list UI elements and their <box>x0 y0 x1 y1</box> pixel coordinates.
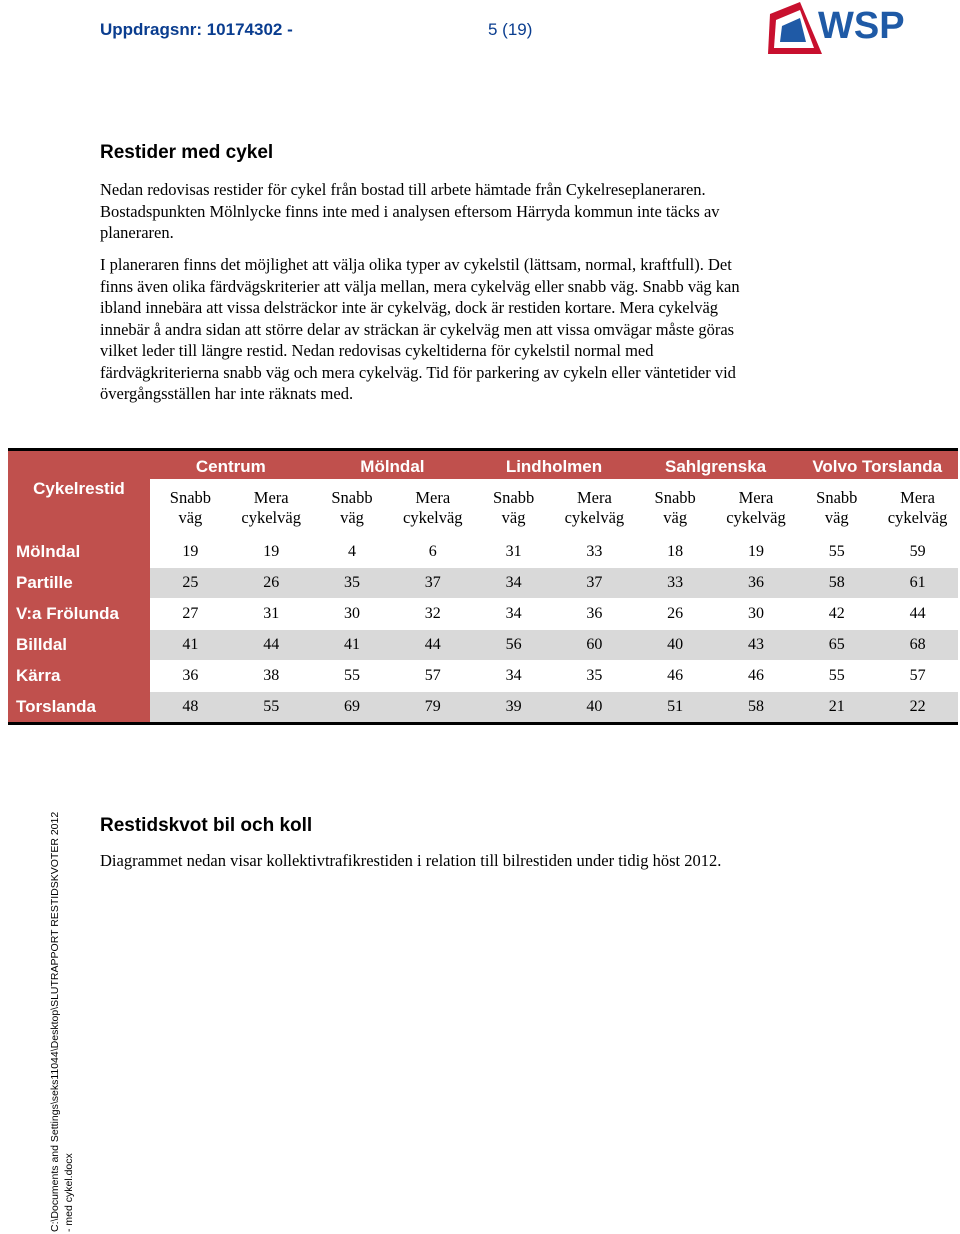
table-cell: 44 <box>231 630 312 661</box>
table-cell: 30 <box>312 599 393 630</box>
table-cell: 60 <box>554 630 635 661</box>
table-cell: 36 <box>716 568 797 599</box>
table-cell: 34 <box>473 661 554 692</box>
table-cell: 26 <box>635 599 716 630</box>
table-corner-label: Cykelrestid <box>8 450 150 538</box>
sub-header-cell <box>312 479 393 537</box>
sub-header-line: Mera <box>738 488 774 507</box>
dest-header: Lindholmen <box>473 450 635 480</box>
table-cell: 19 <box>150 537 231 568</box>
table-cell: 35 <box>312 568 393 599</box>
sub-header-line: Mera <box>900 488 935 507</box>
table-row <box>8 599 958 630</box>
table-cell: 36 <box>150 661 231 692</box>
table-cell: 25 <box>150 568 231 599</box>
sub-header-line: cykelväg <box>241 508 301 527</box>
table-cell: 65 <box>796 630 877 661</box>
sub-header-line: Snabb <box>492 488 535 507</box>
table-cell: 40 <box>635 630 716 661</box>
sub-header-line: cykelväg <box>887 508 948 527</box>
table-cell: 38 <box>231 661 312 692</box>
table-cell: 61 <box>877 568 958 599</box>
cykelrestid-table <box>8 448 958 725</box>
sub-header-cell <box>473 479 554 537</box>
dest-header: Mölndal <box>312 450 474 480</box>
table-row <box>8 568 958 599</box>
row-label: Partille <box>8 568 150 599</box>
table-cell: 36 <box>554 599 635 630</box>
sub-header-line: Mera <box>415 488 451 507</box>
table-cell: 51 <box>635 692 716 724</box>
sub-header-line: Mera <box>253 488 289 507</box>
table-cell: 58 <box>716 692 797 724</box>
sub-header-line: Snabb <box>654 488 696 507</box>
table-cell: 55 <box>796 537 877 568</box>
table-cell: 26 <box>231 568 312 599</box>
section-title-cykel: Restider med cykel <box>100 142 274 163</box>
sub-header-line: väg <box>340 508 364 527</box>
row-label: Mölndal <box>8 537 150 568</box>
table-row <box>8 537 958 568</box>
table-cell: 41 <box>312 630 393 661</box>
sub-header-line: Mera <box>576 488 612 507</box>
project-number: Uppdragsnr: 10174302 - <box>100 20 293 39</box>
table-cell: 48 <box>150 692 231 724</box>
sub-header-line: väg <box>501 508 526 527</box>
sub-header-line: Snabb <box>169 488 212 507</box>
table-cell: 33 <box>635 568 716 599</box>
table-cell: 58 <box>796 568 877 599</box>
table-cell: 37 <box>392 568 473 599</box>
logo-text: WSP <box>818 5 905 47</box>
sub-header-cell <box>796 479 877 537</box>
table-cell: 4 <box>312 537 393 568</box>
section-title-restidskvot: Restidskvot bil och koll <box>100 815 313 836</box>
table-cell: 6 <box>392 537 473 568</box>
table-cell: 42 <box>796 599 877 630</box>
table-cell: 43 <box>716 630 797 661</box>
table-row <box>8 661 958 692</box>
table-cell: 56 <box>473 630 554 661</box>
sub-header-line: väg <box>663 508 688 527</box>
table-cell: 31 <box>231 599 312 630</box>
table-cell: 37 <box>554 568 635 599</box>
table-cell: 69 <box>312 692 393 724</box>
table-row <box>8 692 958 724</box>
sub-header-line: väg <box>178 508 203 527</box>
table-cell: 21 <box>796 692 877 724</box>
dest-header: Volvo Torslanda <box>796 450 958 480</box>
sub-header-cell <box>877 479 958 537</box>
sub-header-line: cykelväg <box>403 508 463 527</box>
sub-header-row <box>8 479 958 537</box>
sub-header-line: Snabb <box>331 488 373 507</box>
row-label: Torslanda <box>8 692 150 724</box>
paragraph-intro: Nedan redovisas restider för cykel från bostad till arbete hämtade från Cykelreseplaneraren. Bostadspunkten Mölnlycke finns inte med i analysen eftersom Härryda kommun inte täcks av planeraren. <box>100 180 720 242</box>
row-label: Kärra <box>8 661 150 692</box>
table-cell: 35 <box>554 661 635 692</box>
table-cell: 27 <box>150 599 231 630</box>
file-path-sidebar <box>48 812 76 1232</box>
sub-header-line: cykelväg <box>726 508 786 527</box>
sub-header-cell <box>716 479 797 537</box>
table-cell: 57 <box>392 661 473 692</box>
sub-header-cell <box>635 479 716 537</box>
paragraph-diagram: Diagrammet nedan visar kollektivtrafikrestiden i relation till bilrestiden under tidig höst 2012. <box>100 851 722 870</box>
dest-header: Sahlgrenska <box>635 450 797 480</box>
sub-header-cell <box>150 479 231 537</box>
table-cell: 59 <box>877 537 958 568</box>
table-cell: 34 <box>473 599 554 630</box>
table-cell: 40 <box>554 692 635 724</box>
wsp-logo <box>766 0 942 56</box>
table-cell: 41 <box>150 630 231 661</box>
table-cell: 55 <box>312 661 393 692</box>
table-cell: 46 <box>635 661 716 692</box>
table-row <box>8 630 958 661</box>
table-cell: 33 <box>554 537 635 568</box>
table-cell: 57 <box>877 661 958 692</box>
row-label: Billdal <box>8 630 150 661</box>
page-number: 5 (19) <box>488 20 533 39</box>
table-cell: 19 <box>231 537 312 568</box>
table-cell: 44 <box>877 599 958 630</box>
table-cell: 55 <box>796 661 877 692</box>
sub-header-cell <box>554 479 635 537</box>
table-cell: 34 <box>473 568 554 599</box>
sub-header-line: Snabb <box>816 488 858 507</box>
table-cell: 68 <box>877 630 958 661</box>
table-cell: 22 <box>877 692 958 724</box>
sub-header-line: väg <box>824 508 849 527</box>
table-cell: 79 <box>392 692 473 724</box>
table-body <box>8 537 958 724</box>
table-cell: 44 <box>392 630 473 661</box>
row-label: V:a Frölunda <box>8 599 150 630</box>
table-cell: 39 <box>473 692 554 724</box>
file-path-line: C:\Documents and Settings\seks11044\Desktop\SLUTRAPPORT RESTIDSKVOTER 2012 <box>49 811 61 1232</box>
table-cell: 32 <box>392 599 473 630</box>
paragraph-cykelstil: I planeraren finns det möjlighet att välja olika typer av cykelstil (lättsam, normal, kraftfull). Det finns även olika färdvägskriterier att välja mellan, mera cykelväg eller snabb väg. Snabb väg kan ibland innebära att vissa delsträckor inte är cykelväg, dock är restiden kortare. Mera cykelväg innebär å andra sidan att större delar av sträckan är cykelväg men att vissa omvägar måste göras vilket leder till längre restid. Nedan redovisas cykeltiderna för cykelstil normal med färdvägkriterierna snabb väg och mera cykelväg. Tid för parkering av cykeln eller väntetider vid övergångsställen har inte räknats med. <box>100 255 740 403</box>
table-cell: 18 <box>635 537 716 568</box>
table-cell: 30 <box>716 599 797 630</box>
sub-header-line: cykelväg <box>564 508 625 527</box>
table-cell: 55 <box>231 692 312 724</box>
sub-header-cell <box>231 479 312 537</box>
table-cell: 19 <box>716 537 797 568</box>
sub-header-cell <box>392 479 473 537</box>
table-cell: 46 <box>716 661 797 692</box>
dest-header: Centrum <box>150 450 312 480</box>
file-path-line: - med cykel.docx <box>63 1153 75 1232</box>
table-cell: 31 <box>473 537 554 568</box>
